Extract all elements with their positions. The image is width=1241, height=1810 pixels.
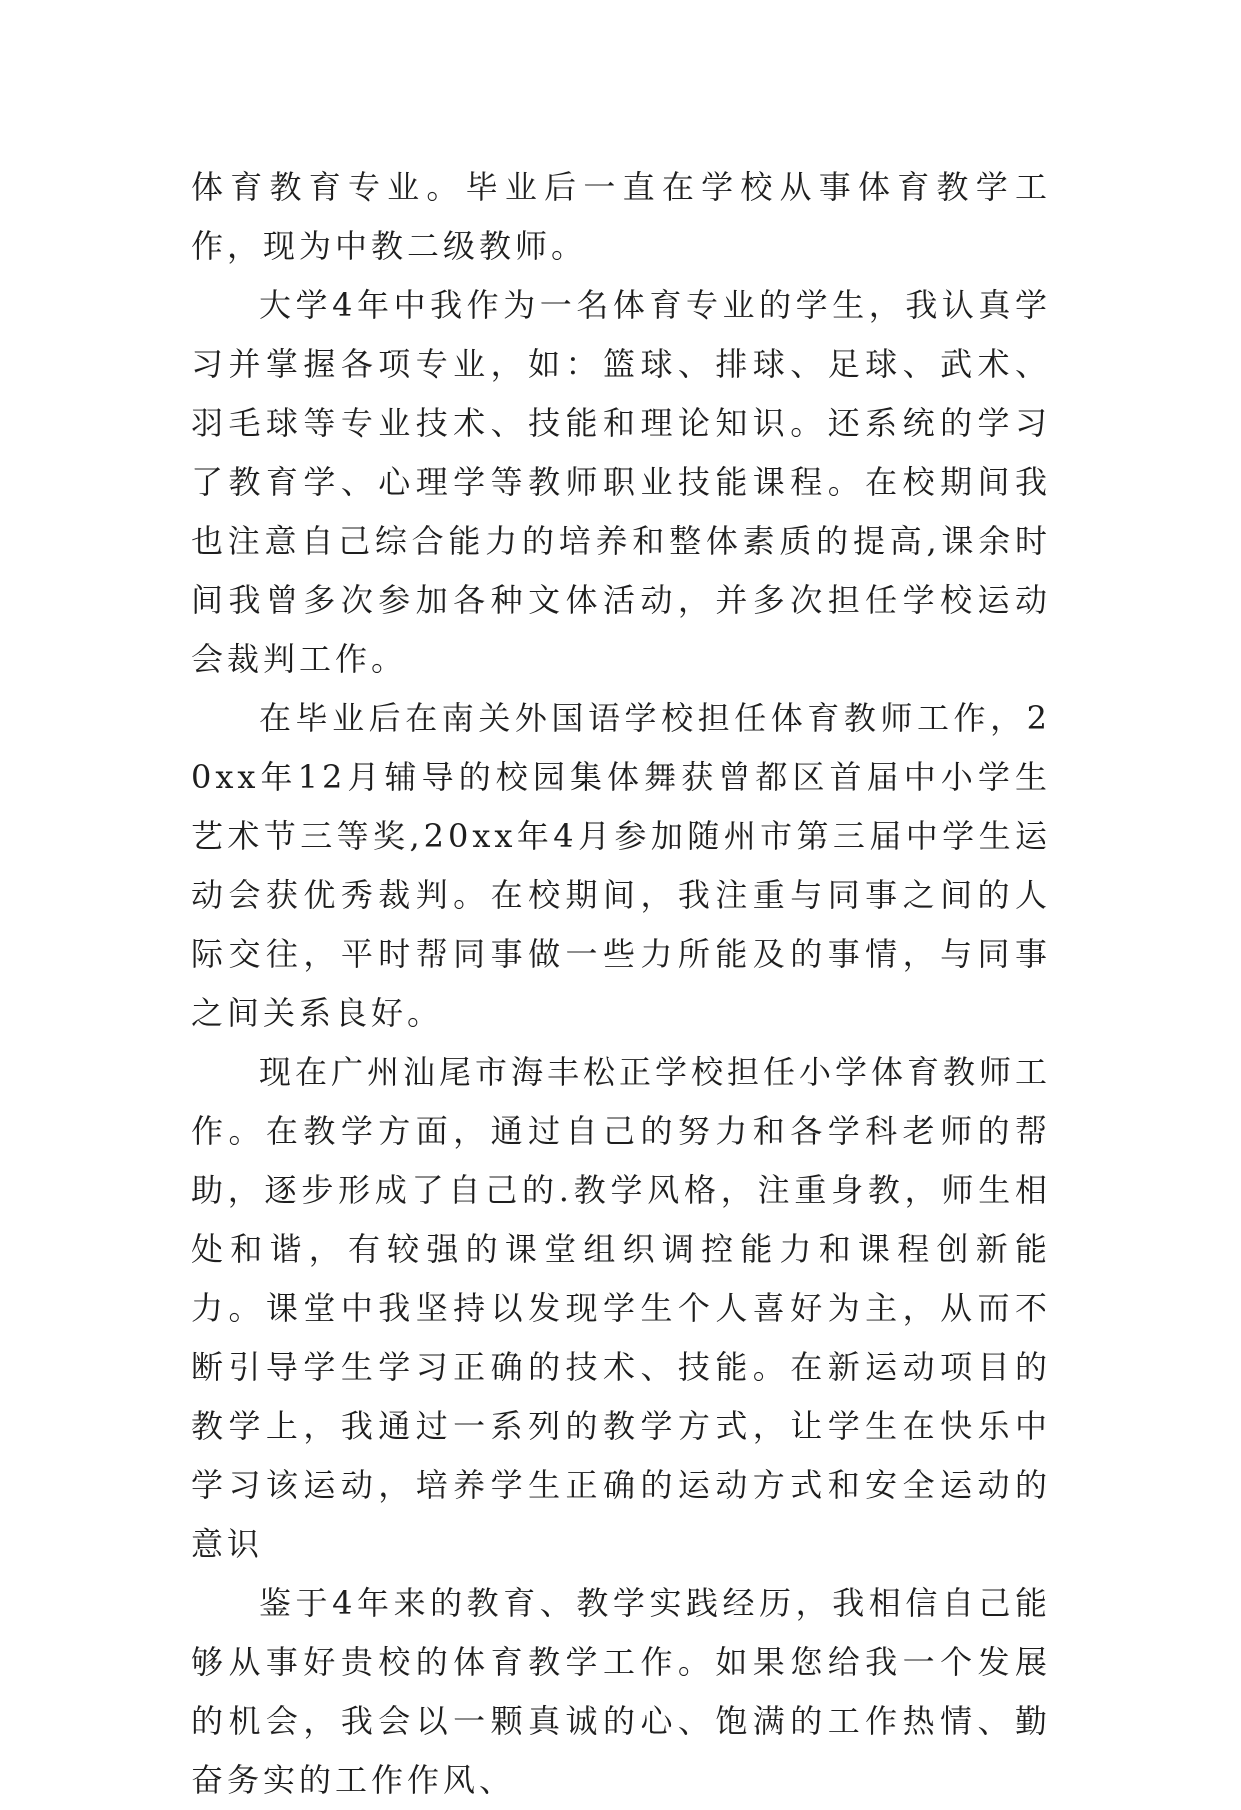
paragraph-first-job: 在毕业后在南关外国语学校担任体育教师工作，20xx年12月辅导的校园集体舞获曾都区首届中小学生艺术节三等奖,20xx年4月参加随州市第三届中学生运动会获优秀裁判。在校期间，我注重与同事之间的人际交往，平时帮同事做一些力所能及的事情，与同事之间关系良好。 (191, 699, 1051, 1032)
paragraph-university-study: 大学4年中我作为一名体育专业的学生，我认真学习并掌握各项专业，如：篮球、排球、足球、武术、羽毛球等专业技术、技能和理论知识。还系统的学习了教育学、心理学等教师职业技能课程。在校期间我也注意自己综合能力的培养和整体素质的提高,课余时间我曾多次参加各种文体活动，并多次担任学校运动会裁判工作。 (191, 286, 1051, 678)
paragraph-closing: 鉴于4年来的教育、教学实践经历，我相信自己能够从事好贵校的体育教学工作。如果您给我一个发展的机会，我会以一颗真诚的心、饱满的工作热情、勤奋务实的工作作风、 (191, 1584, 1051, 1799)
paragraph-continuation: 体育教育专业。毕业后一直在学校从事体育教学工作，现为中教二级教师。 (191, 168, 1051, 265)
paragraph-current-job: 现在广州汕尾市海丰松正学校担任小学体育教师工作。在教学方面，通过自己的努力和各学科老师的帮助，逐步形成了自己的.教学风格，注重身教，师生相处和谐，有较强的课堂组织调控能力和课程创新能力。课堂中我坚持以发现学生个人喜好为主，从而不断引导学生学习正确的技术、技能。在新运动项目的教学上，我通过一系列的教学方式，让学生在快乐中学习该运动，培养学生正确的运动方式和安全运动的意识 (191, 1053, 1052, 1563)
document-body (191, 158, 1051, 1810)
